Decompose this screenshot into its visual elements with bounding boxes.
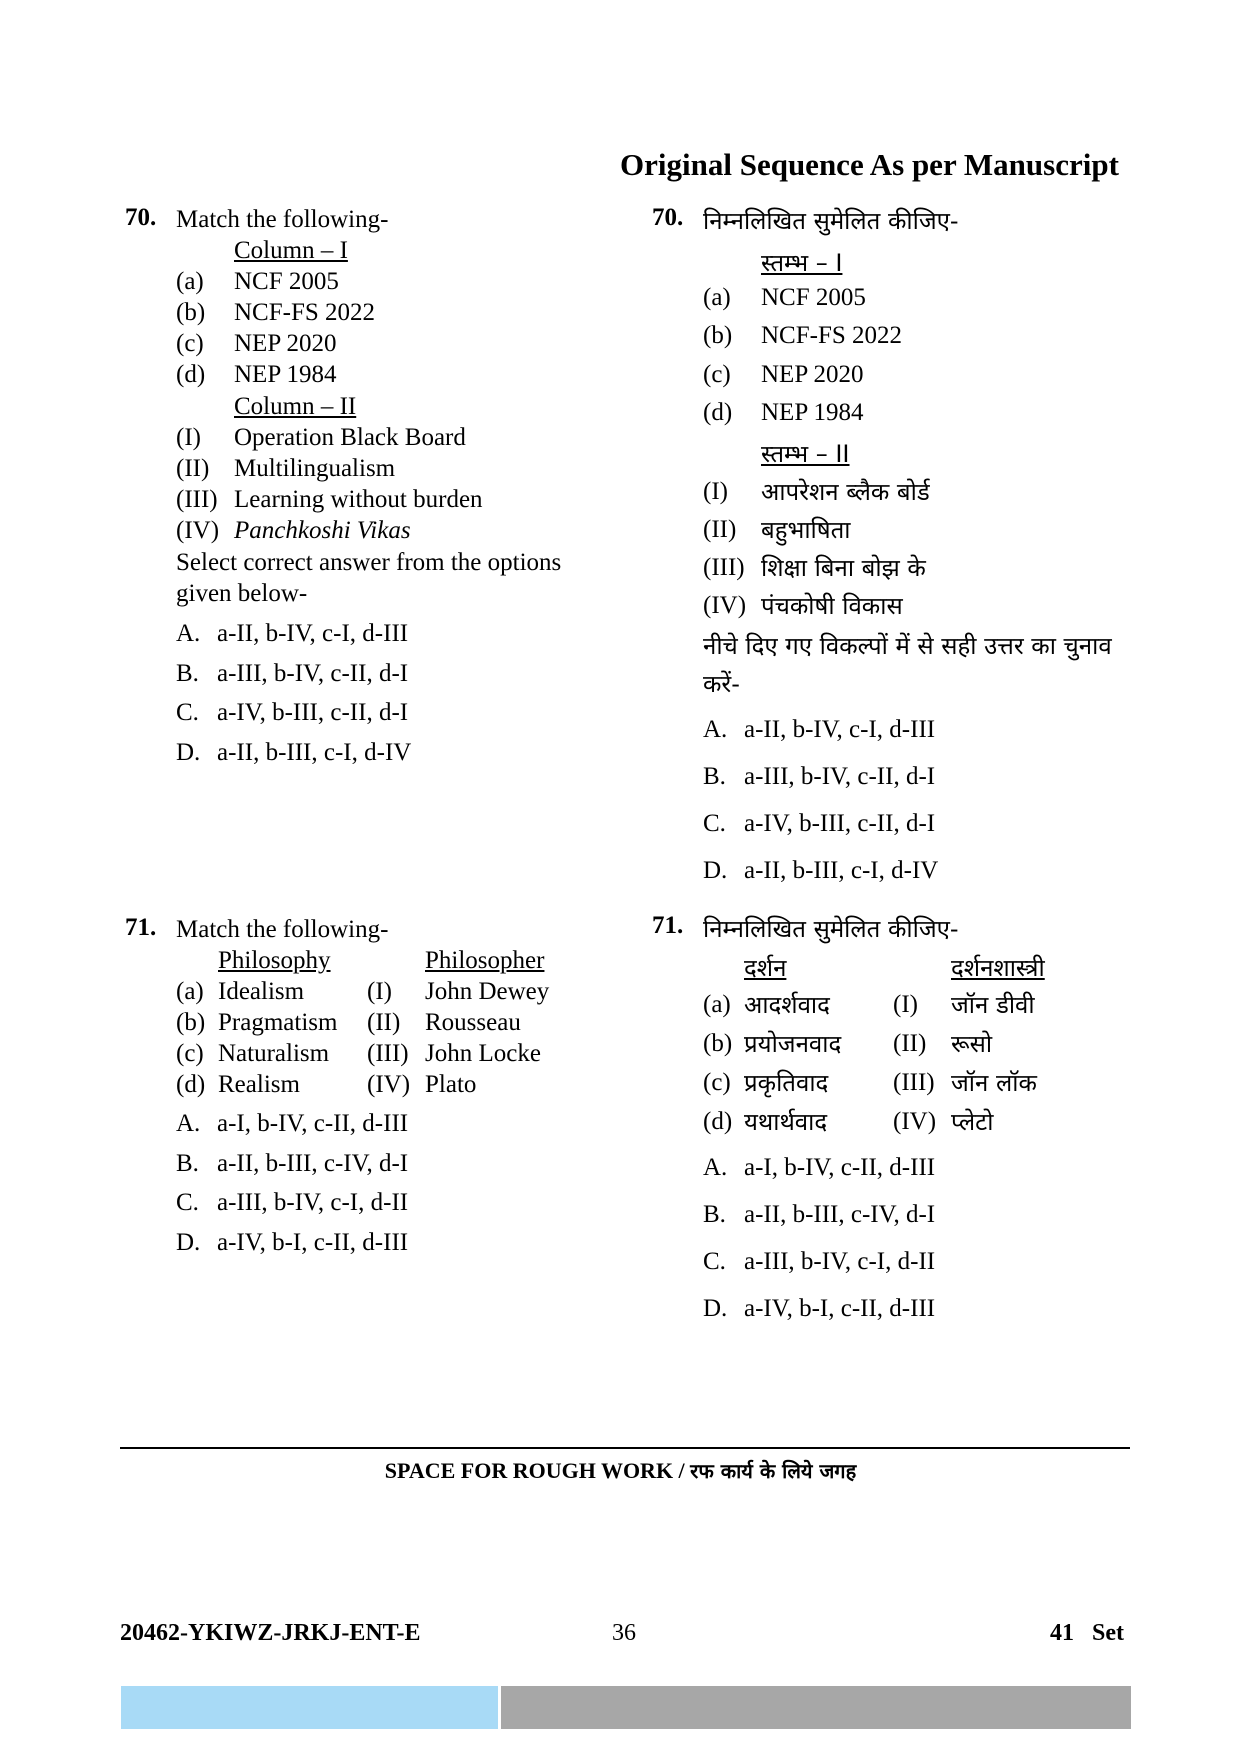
option-text: a-III, b-IV, c-I, d-II <box>744 1248 936 1275</box>
list-item: आदर्शवाद <box>744 991 830 1019</box>
option-text: a-I, b-IV, c-II, d-III <box>744 1154 936 1181</box>
question-stem: Match the following- <box>176 916 389 943</box>
option-label: C. <box>703 1248 726 1275</box>
option-text: a-IV, b-III, c-II, d-I <box>217 699 409 726</box>
list-label: (a) <box>176 268 204 295</box>
list-label: (d) <box>703 1108 733 1135</box>
option-label: B. <box>176 1150 199 1177</box>
list-label: (d) <box>176 361 206 388</box>
question-number: 71. <box>652 912 684 939</box>
option-label: B. <box>703 1201 726 1228</box>
question-stem: Match the following- <box>176 206 389 233</box>
list-label: (c) <box>176 1040 204 1067</box>
option-text: a-III, b-IV, c-II, d-I <box>217 660 409 687</box>
list-label: (a) <box>703 284 731 311</box>
option-label: C. <box>176 1189 199 1216</box>
option-text: a-IV, b-I, c-II, d-III <box>217 1229 409 1256</box>
column-heading: Philosopher <box>425 947 545 974</box>
instruction-text: Select correct answer from the options <box>176 549 562 576</box>
column-heading: Column – I <box>234 237 348 264</box>
list-item: शिक्षा बिना बोझ के <box>761 554 926 582</box>
option-label: D. <box>176 1229 201 1256</box>
list-item: NCF 2005 <box>234 268 339 295</box>
list-label: (I) <box>893 991 918 1018</box>
list-item: प्रकृतिवाद <box>744 1069 829 1097</box>
option-text: a-II, b-III, c-I, d-IV <box>217 739 412 766</box>
list-label: (c) <box>176 330 204 357</box>
option-text: a-II, b-III, c-I, d-IV <box>744 857 939 884</box>
list-label: (b) <box>176 1009 206 1036</box>
list-label: (IV) <box>703 592 747 619</box>
column-heading: स्तम्भ – II <box>761 440 850 468</box>
list-item: John Dewey <box>425 978 550 1005</box>
option-label: A. <box>176 620 201 647</box>
option-label: A. <box>703 716 728 743</box>
list-label: (IV) <box>367 1071 411 1098</box>
list-label: (I) <box>176 424 201 451</box>
list-label: (b) <box>703 1030 733 1057</box>
list-item: Multilingualism <box>234 455 396 482</box>
column-heading: दर्शन <box>744 954 787 982</box>
list-item: Pragmatism <box>218 1009 338 1036</box>
instruction-text: given below- <box>176 580 308 607</box>
list-label: (III) <box>893 1069 935 1096</box>
list-item: Learning without burden <box>234 486 483 513</box>
list-item: Panchkoshi Vikas <box>234 517 411 544</box>
option-label: A. <box>176 1110 201 1137</box>
set-number: 41 Set <box>1050 1620 1124 1646</box>
option-label: B. <box>176 660 199 687</box>
list-item: John Locke <box>425 1040 541 1067</box>
list-label: (b) <box>703 322 733 349</box>
footer-bar-left <box>121 1686 498 1729</box>
list-item: Rousseau <box>425 1009 521 1036</box>
list-item: Idealism <box>218 978 305 1005</box>
list-item: प्रयोजनवाद <box>744 1030 842 1058</box>
list-item: आपरेशन ब्लैक बोर्ड <box>761 478 930 506</box>
list-item: NEP 2020 <box>761 361 864 388</box>
list-item: बहुभाषिता <box>761 516 851 544</box>
rough-work-en: SPACE FOR ROUGH WORK / <box>384 1458 685 1483</box>
rough-work-hi: रफ कार्य के लिये जगह <box>690 1459 857 1483</box>
list-item: NCF 2005 <box>761 284 866 311</box>
list-item: पंचकोषी विकास <box>761 592 903 620</box>
option-text: a-III, b-IV, c-I, d-II <box>217 1189 409 1216</box>
instruction-text: नीचे दिए गए विकल्पों में से सही उत्तर का चुनाव <box>703 632 1112 660</box>
page-title: Original Sequence As per Manuscript <box>620 147 1119 182</box>
list-item: Plato <box>425 1071 477 1098</box>
list-item: रूसो <box>951 1030 993 1058</box>
list-label: (c) <box>703 1069 731 1096</box>
list-label: (III) <box>703 554 745 581</box>
list-label: (I) <box>367 978 392 1005</box>
list-label: (c) <box>703 361 731 388</box>
option-text: a-III, b-IV, c-II, d-I <box>744 763 936 790</box>
list-item: Naturalism <box>218 1040 330 1067</box>
option-label: D. <box>703 857 728 884</box>
list-label: (d) <box>703 399 733 426</box>
footer-bar-right <box>501 1686 1131 1729</box>
option-label: B. <box>703 763 726 790</box>
list-item: Operation Black Board <box>234 424 466 451</box>
divider <box>120 1447 1130 1449</box>
paper-code: 20462-YKIWZ-JRKJ-ENT-E <box>120 1620 421 1646</box>
list-item: Realism <box>218 1071 300 1098</box>
list-label: (IV) <box>893 1108 937 1135</box>
list-label: (II) <box>893 1030 927 1057</box>
list-label: (a) <box>703 991 731 1018</box>
list-item: NCF-FS 2022 <box>761 322 903 349</box>
option-text: a-II, b-III, c-IV, d-I <box>217 1150 409 1177</box>
list-item: NEP 2020 <box>234 330 337 357</box>
question-stem: निम्नलिखित सुमेलित कीजिए- <box>703 207 959 235</box>
list-label: (b) <box>176 299 206 326</box>
column-heading: Philosophy <box>218 947 331 974</box>
question-stem: निम्नलिखित सुमेलित कीजिए- <box>703 915 959 943</box>
list-label: (II) <box>703 516 737 543</box>
instruction-text: करें- <box>703 670 740 698</box>
list-label: (IV) <box>176 517 220 544</box>
option-label: C. <box>703 810 726 837</box>
list-item: NEP 1984 <box>234 361 337 388</box>
page-number: 36 <box>612 1620 636 1646</box>
list-label: (II) <box>176 455 210 482</box>
list-item: प्लेटो <box>951 1108 994 1136</box>
option-text: a-IV, b-I, c-II, d-III <box>744 1295 936 1322</box>
list-item: जॉन लॉक <box>951 1069 1037 1097</box>
question-number: 70. <box>652 204 684 231</box>
list-label: (I) <box>703 478 728 505</box>
list-label: (a) <box>176 978 204 1005</box>
column-heading: दर्शनशास्त्री <box>951 954 1045 982</box>
option-label: C. <box>176 699 199 726</box>
list-label: (d) <box>176 1071 206 1098</box>
question-number: 70. <box>125 204 157 231</box>
option-label: D. <box>176 739 201 766</box>
list-label: (II) <box>367 1009 401 1036</box>
option-label: A. <box>703 1154 728 1181</box>
option-text: a-II, b-III, c-IV, d-I <box>744 1201 936 1228</box>
option-text: a-II, b-IV, c-I, d-III <box>217 620 409 647</box>
option-label: D. <box>703 1295 728 1322</box>
option-text: a-I, b-IV, c-II, d-III <box>217 1110 409 1137</box>
rough-work-label <box>0 1457 1241 1484</box>
column-heading: Column – II <box>234 393 357 420</box>
list-item: NCF-FS 2022 <box>234 299 376 326</box>
list-label: (III) <box>176 486 218 513</box>
option-text: a-II, b-IV, c-I, d-III <box>744 716 936 743</box>
list-item: यथार्थवाद <box>744 1108 828 1136</box>
list-label: (III) <box>367 1040 409 1067</box>
column-heading: स्तम्भ – I <box>761 249 843 277</box>
list-item: NEP 1984 <box>761 399 864 426</box>
question-number: 71. <box>125 914 157 941</box>
list-item: जॉन डीवी <box>951 991 1035 1019</box>
option-text: a-IV, b-III, c-II, d-I <box>744 810 936 837</box>
